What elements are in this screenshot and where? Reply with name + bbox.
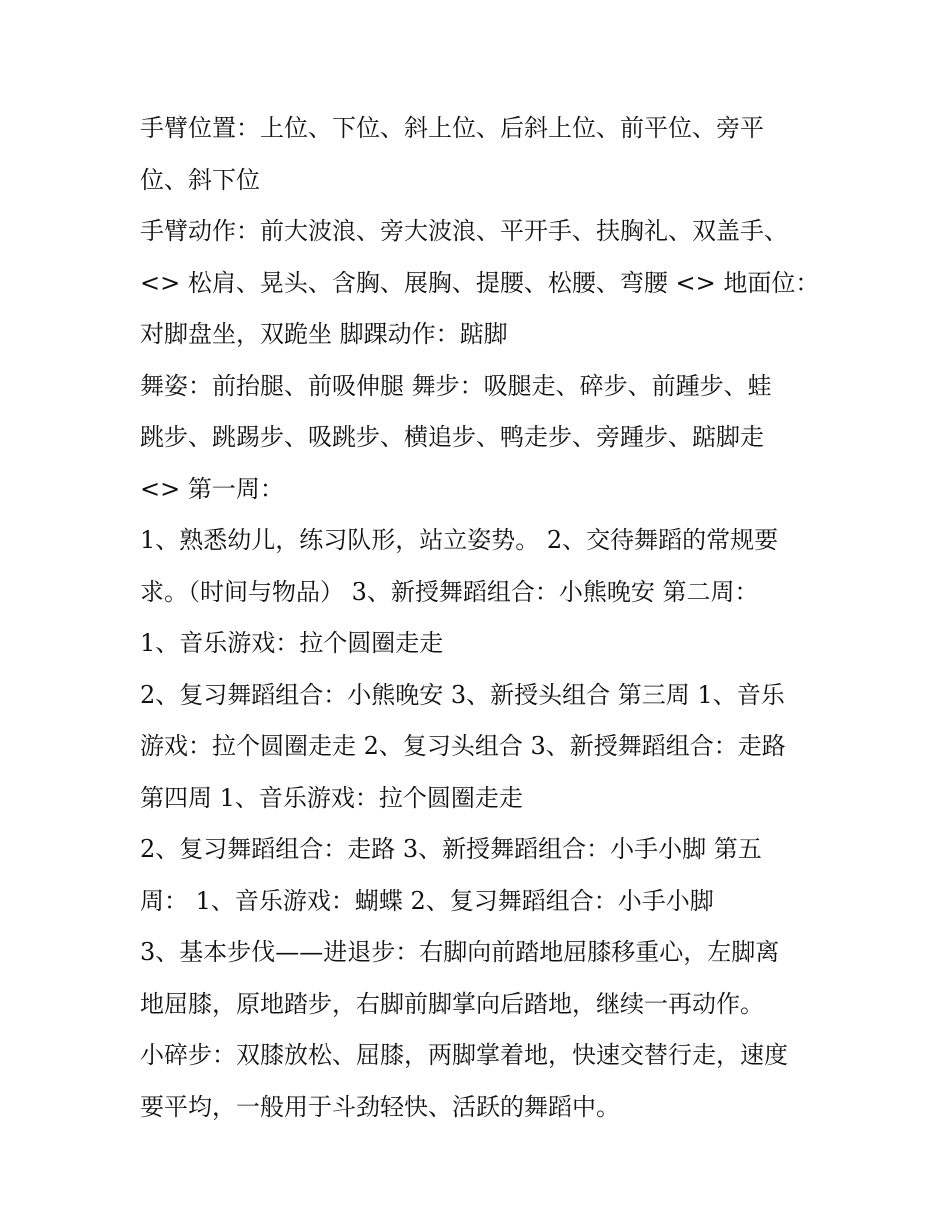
text-line: 2、复习舞蹈组合：走路 3、新授舞蹈组合：小手小脚 第五 <box>140 835 762 863</box>
text-line: 求。（时间与物品） 3、新授舞蹈组合：小熊晚安 第二周： <box>140 577 759 606</box>
text-line: 第四周 1、音乐游戏：拉个圆圈走走 <box>140 783 523 812</box>
text-line: 1、音乐游戏：拉个圆圈走走 <box>140 629 444 657</box>
text-line: 2、复习舞蹈组合：小熊晚安 3、新授头组合 第三周 1、音乐 <box>140 680 785 709</box>
text-line: 要平均，一般用于斗劲轻快、活跃的舞蹈中。 <box>140 1092 620 1121</box>
text-line: 手臂位置：上位、下位、斜上位、后斜上位、前平位、旁平 <box>140 114 764 142</box>
text-line: 小碎步：双膝放松、屈膝，两脚掌着地，快速交替行走，速度 <box>140 1041 788 1069</box>
text-line: 位、斜下位 <box>140 165 260 194</box>
text-line: 1、熟悉幼儿，练习队形，站立姿势。 2、交待舞蹈的常规要 <box>140 526 779 554</box>
text-line: <> 松肩、晃头、含胸、展胸、提腰、松腰、弯腰 <> 地面位： <box>140 268 820 297</box>
document-body <box>140 103 830 1133</box>
text-line: 对脚盘坐，双跪坐 脚踝动作：踮脚 <box>140 320 508 348</box>
text-line: 3、基本步伐——进退步：右脚向前踏地屈膝移重心，左脚离 <box>140 938 780 966</box>
text-line: 手臂动作：前大波浪、旁大波浪、平开手、扶胸礼、双盖手、 <box>140 217 788 245</box>
text-line: 游戏：拉个圆圈走走 2、复习头组合 3、新授舞蹈组合：走路 <box>140 732 786 760</box>
text-line: 跳步、跳踢步、吸跳步、横追步、鸭走步、旁踵步、踮脚走 <box>140 423 764 451</box>
text-line: 地屈膝，原地踏步，右脚前脚掌向后踏地，继续一再动作。 <box>140 989 764 1018</box>
text-line: <> 第一周： <box>140 474 284 503</box>
text-line: 周： 1、音乐游戏：蝴蝶 2、复习舞蹈组合：小手小脚 <box>140 886 714 915</box>
text-line: 舞姿：前抬腿、前吸伸腿 舞步：吸腿走、碎步、前踵步、蛙 <box>140 371 772 400</box>
